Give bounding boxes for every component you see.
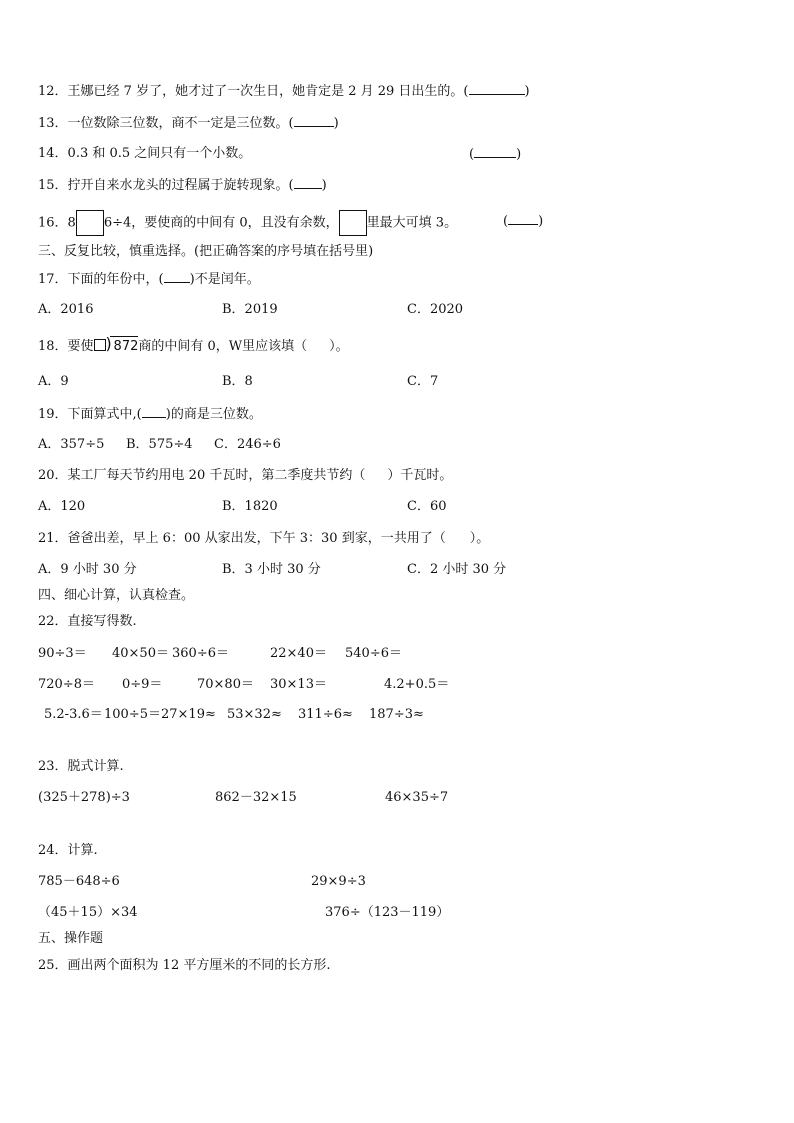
section-4-heading: 四、细心计算，认真检查。: [38, 588, 195, 603]
mental-math-item: 311÷6≈: [298, 707, 353, 722]
question-12: 12．王娜已经 7 岁了，她才过了一次生日，她肯定是 2 月 29 日出生的。( ): [38, 84, 530, 99]
option-b[interactable]: B．2019: [222, 302, 278, 317]
option-a[interactable]: A．120: [38, 499, 86, 514]
question-22-title: 22．直接写得数.: [38, 614, 137, 629]
question-16-answer: ( ): [503, 214, 544, 229]
answer-blank[interactable]: [474, 145, 516, 158]
option-b[interactable]: B．3 小时 30 分: [222, 562, 321, 577]
question-18: 18．要使 ) 872商的中间有 0，W里应该填（ ）。: [38, 334, 349, 354]
mental-math-item: 53×32≈: [227, 707, 282, 722]
answer-blank[interactable]: [294, 176, 322, 189]
mental-math-item: 540÷6＝: [345, 646, 402, 661]
mental-math-item: 100÷5＝: [104, 707, 161, 722]
mental-math-item: 27×19≈: [161, 707, 216, 722]
mental-math-item: 90÷3＝: [38, 646, 87, 661]
option-a[interactable]: A．9: [38, 374, 69, 389]
calc-item: （45＋15）×34: [38, 905, 138, 920]
question-15-text: 15．拧开自来水龙头的过程属于旋转现象。(: [38, 178, 294, 193]
question-17: 17．下面的年份中，( )不是闰年。: [38, 272, 260, 287]
mental-math-item: 187÷3≈: [369, 707, 424, 722]
mental-math-item: 40×50＝: [112, 646, 169, 661]
question-14-text: 14．0.3 和 0.5 之间只有一个小数。: [38, 146, 252, 161]
calc-item: 29×9÷3: [311, 874, 366, 889]
option-c[interactable]: C．2020: [407, 302, 464, 317]
question-13-text: 13．一位数除三位数，商不一定是三位数。(: [38, 116, 294, 131]
option-c[interactable]: C．7: [407, 374, 439, 389]
calc-item: 862－32×15: [215, 790, 297, 805]
question-24-title: 24．计算.: [38, 843, 98, 858]
question-16: 16．8 6÷4，要使商的中间有 0，且没有余数， 里最大可填 3。: [38, 210, 457, 236]
mental-math-item: 22×40＝: [270, 646, 327, 661]
mental-math-item: 30×13＝: [270, 677, 327, 692]
mental-math-item: 0÷9＝: [122, 677, 163, 692]
mental-math-item: 70×80＝: [197, 677, 254, 692]
mental-math-item: 4.2+0.5＝: [384, 677, 450, 692]
calc-item: 376÷（123－119）: [325, 905, 450, 920]
answer-blank[interactable]: [142, 405, 166, 418]
mental-math-item: 5.2-3.6＝: [44, 707, 103, 722]
calc-item: (325＋278)÷3: [38, 790, 130, 805]
calc-item: 785－648÷6: [38, 874, 120, 889]
answer-blank[interactable]: [294, 114, 334, 127]
answer-blank[interactable]: [469, 82, 525, 95]
calc-item: 46×35÷7: [385, 790, 449, 805]
section-3-heading: 三、反复比较，慎重选择。(把正确答案的序号填在括号里): [38, 244, 374, 259]
option-c[interactable]: C．246÷6: [214, 437, 281, 452]
question-19: 19．下面算式中,( )的商是三位数。: [38, 407, 262, 422]
option-a[interactable]: A．357÷5: [38, 437, 105, 452]
question-21: 21．爸爸出差，早上 6：00 从家出发，下午 3：30 到家，一共用了（ ）。: [38, 531, 490, 546]
mental-math-item: 720÷8＝: [38, 677, 95, 692]
option-b[interactable]: B．575÷4: [126, 437, 193, 452]
option-a[interactable]: A．9 小时 30 分: [38, 562, 137, 577]
digit-box[interactable]: [76, 210, 104, 236]
answer-blank[interactable]: [508, 212, 538, 225]
answer-blank[interactable]: [164, 270, 190, 283]
option-a[interactable]: A．2016: [38, 302, 94, 317]
question-13: 13．一位数除三位数，商不一定是三位数。( ): [38, 116, 339, 131]
dividend: 872: [113, 339, 139, 354]
question-14-answer: ( ): [469, 147, 522, 162]
question-12-text: 12．王娜已经 7 岁了，她才过了一次生日，她肯定是 2 月 29 日出生的。(: [38, 84, 469, 99]
option-b[interactable]: B．1820: [222, 499, 278, 514]
long-division-symbol: ) 872: [105, 334, 139, 354]
question-25: 25．画出两个面积为 12 平方厘米的不同的长方形.: [38, 958, 331, 973]
mental-math-item: 360÷6＝: [172, 646, 229, 661]
option-c[interactable]: C．60: [407, 499, 447, 514]
question-20: 20．某工厂每天节约用电 20 千瓦时，第二季度共节约（ ）千瓦时。: [38, 468, 453, 483]
section-5-heading: 五、操作题: [38, 931, 104, 946]
question-14: [38, 145, 251, 163]
option-c[interactable]: C．2 小时 30 分: [407, 562, 507, 577]
divisor-box[interactable]: [94, 339, 106, 351]
option-b[interactable]: B．8: [222, 374, 253, 389]
digit-box[interactable]: [339, 210, 367, 236]
question-23-title: 23．脱式计算.: [38, 759, 124, 774]
question-15: 15．拧开自来水龙头的过程属于旋转现象。( ): [38, 178, 327, 193]
